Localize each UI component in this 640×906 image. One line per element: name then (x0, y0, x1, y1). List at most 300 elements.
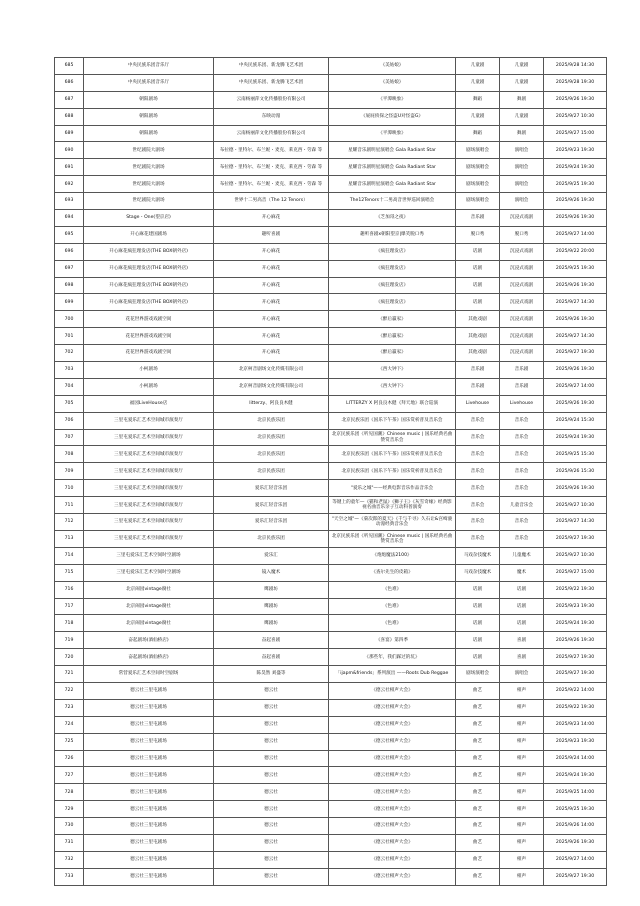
category-cell: 曲艺 (456, 834, 500, 851)
subcategory-cell: 沉浸式戏剧 (500, 260, 544, 277)
organizer-cell: 德云社 (214, 868, 329, 885)
venue-cell: 三里屯爱乐汇艺术空间城市演奏厅 (84, 530, 214, 547)
row-number: 731 (55, 834, 84, 851)
subcategory-cell: 沉浸式戏剧 (500, 210, 544, 227)
venue-cell: 世纪剧院大剧场 (84, 176, 214, 193)
organizer-cell: 云南杨丽萍文化传播股份有限公司 (214, 91, 329, 108)
table-row (55, 125, 607, 142)
show-title-cell: "天空之城"—《菊次郎的夏天》《千与千寻》久石让&宫崎骏动漫经典音乐会 (329, 514, 456, 531)
show-title-cell: 星耀音乐剧明星演唱会 Gala Radiant Star (329, 176, 456, 193)
show-title-cell: 《美姑娘》 (329, 58, 456, 75)
subcategory-cell: Livehouse (500, 395, 544, 412)
table-row (55, 142, 607, 159)
table-row (55, 649, 607, 666)
show-title-cell: 北京民族乐团《听见国潮》Chinese music | 国乐经典名曲赞赏音乐会 (329, 530, 456, 547)
table-row (55, 243, 607, 260)
venue-cell: 世纪剧院大剧场 (84, 193, 214, 210)
datetime-cell: 2025/9/27 14:30 (544, 294, 607, 311)
show-title-cell: 《查尔先生的皮箱》 (329, 564, 456, 581)
show-title-cell: 《美姑娘》 (329, 74, 456, 91)
organizer-cell: 鹰剧坊 (214, 598, 329, 615)
datetime-cell: 2025/9/27 19:30 (544, 345, 607, 362)
venue-cell: 德云社三里屯剧场 (84, 834, 214, 851)
show-title-cell: 《德云社相声大会》 (329, 834, 456, 851)
category-cell: 马戏杂技魔术 (456, 547, 500, 564)
subcategory-cell: 相声 (500, 868, 544, 885)
category-cell: 音乐会 (456, 530, 500, 547)
datetime-cell: 2025/9/27 14:00 (544, 226, 607, 243)
category-cell: Livehouse (456, 395, 500, 412)
subcategory-cell: 相声 (500, 784, 544, 801)
venue-cell: 常营爱乐汇艺术空间时空剧场 (84, 666, 214, 683)
venue-cell: 开心麻花疯狂理发店(THE BOX朝外店) (84, 294, 214, 311)
datetime-cell: 2025/9/26 14:00 (544, 818, 607, 835)
organizer-cell: 东映动漫 (214, 108, 329, 125)
category-cell: 曲艺 (456, 851, 500, 868)
category-cell: 音乐剧 (456, 210, 500, 227)
category-cell: 音乐会 (456, 446, 500, 463)
row-number: 716 (55, 581, 84, 598)
row-number: 709 (55, 463, 84, 480)
table-row (55, 277, 607, 294)
datetime-cell: 2025/9/27 14:00 (544, 851, 607, 868)
subcategory-cell: 沉浸式戏剧 (500, 277, 544, 294)
datetime-cell: 2025/9/22 19:30 (544, 699, 607, 716)
category-cell: 剧场演唱会 (456, 193, 500, 210)
subcategory-cell: 相声 (500, 716, 544, 733)
row-number: 725 (55, 733, 84, 750)
organizer-cell: 布拉德・里特尔、布兰妮・麦克、莱克西・劳森 等 (214, 159, 329, 176)
table-row (55, 801, 607, 818)
subcategory-cell: 沉浸式戏剧 (500, 345, 544, 362)
table-row (55, 345, 607, 362)
row-number: 698 (55, 277, 84, 294)
table-row (55, 463, 607, 480)
subcategory-cell: 儿童剧 (500, 108, 544, 125)
show-title-cell: 《德云社相声大会》 (329, 750, 456, 767)
venue-cell: 德云社三里屯剧场 (84, 801, 214, 818)
show-title-cell: 《德云社相声大会》 (329, 699, 456, 716)
venue-cell: 奋起剧场(酒仙桥店) (84, 632, 214, 649)
venue-cell: 北京闹园vintage腐社 (84, 615, 214, 632)
organizer-cell: 北京民族乐团 (214, 412, 329, 429)
datetime-cell: 2025/9/27 19:30 (544, 666, 607, 683)
organizer-cell: 中央民族乐团、新龙腾飞艺术团 (214, 74, 329, 91)
table-row (55, 91, 607, 108)
organizer-cell: 北京柯音剧场文化传媒有限公司 (214, 378, 329, 395)
row-number: 732 (55, 851, 84, 868)
show-title-cell: 星耀音乐剧明星演唱会 Gala Radiant Star (329, 142, 456, 159)
category-cell: 音乐会 (456, 463, 500, 480)
datetime-cell: 2025/9/25 15:30 (544, 446, 607, 463)
subcategory-cell: 演唱会 (500, 193, 544, 210)
venue-cell: 德云社三里屯剧场 (84, 699, 214, 716)
organizer-cell: 趣听喜剧 (214, 226, 329, 243)
subcategory-cell: 儿童剧 (500, 58, 544, 75)
subcategory-cell: 相声 (500, 851, 544, 868)
category-cell: 剧场演唱会 (456, 142, 500, 159)
organizer-cell: 德云社 (214, 716, 329, 733)
subcategory-cell: 相声 (500, 801, 544, 818)
subcategory-cell: 音乐会 (500, 446, 544, 463)
subcategory-cell: 音乐剧 (500, 362, 544, 379)
row-number: 693 (55, 193, 84, 210)
venue-cell: 德云社三里屯剧场 (84, 716, 214, 733)
organizer-cell: 开心麻花 (214, 277, 329, 294)
subcategory-cell: 音乐会 (500, 412, 544, 429)
subcategory-cell: 相声 (500, 699, 544, 716)
table-row (55, 108, 607, 125)
category-cell: 话剧 (456, 294, 500, 311)
venue-cell: 三里屯爱乐汇艺术空间城市演奏厅 (84, 429, 214, 446)
show-title-cell: 星耀音乐剧明星演唱会 Gala Radiant Star (329, 159, 456, 176)
venue-cell: 朝阳剧场 (84, 91, 214, 108)
table-row (55, 193, 607, 210)
category-cell: 脱口秀 (456, 226, 500, 243)
subcategory-cell: 相声 (500, 750, 544, 767)
venue-cell: 德云社三里屯剧场 (84, 818, 214, 835)
show-title-cell: 《炮炮魔法2100》 (329, 547, 456, 564)
category-cell: 其他戏剧 (456, 345, 500, 362)
organizer-cell: 爱乐汇轻音乐团 (214, 480, 329, 497)
row-number: 691 (55, 159, 84, 176)
organizer-cell: 德云社 (214, 851, 329, 868)
show-title-cell: 北京民族乐团《国乐下午茶》国乐赏析普及音乐会 (329, 412, 456, 429)
row-number: 723 (55, 699, 84, 716)
datetime-cell: 2025/9/26 19:30 (544, 632, 607, 649)
datetime-cell: 2025/9/27 15:00 (544, 564, 607, 581)
category-cell: 曲艺 (456, 868, 500, 885)
show-title-cell: 《疯狂理发店》 (329, 277, 456, 294)
datetime-cell: 2025/9/25 14:00 (544, 784, 607, 801)
venue-cell: 三里屯爱乐汇艺术空间城市演奏厅 (84, 480, 214, 497)
subcategory-cell: 舞剧 (500, 91, 544, 108)
table-row (55, 530, 607, 547)
table-row (55, 716, 607, 733)
show-title-cell: 《疯狂理发店》 (329, 260, 456, 277)
row-number: 708 (55, 446, 84, 463)
subcategory-cell: 话剧 (500, 581, 544, 598)
organizer-cell: 奋起喜剧 (214, 632, 329, 649)
organizer-cell: 陈昊然 刘盛等 (214, 666, 329, 683)
datetime-cell: 2025/9/26 19:30 (544, 277, 607, 294)
datetime-cell: 2025/9/27 19:30 (544, 649, 607, 666)
category-cell: 曲艺 (456, 767, 500, 784)
datetime-cell: 2025/9/26 19:30 (544, 834, 607, 851)
table-row (55, 733, 607, 750)
row-number: 721 (55, 666, 84, 683)
table-row (55, 362, 607, 379)
show-title-cell: 《色难》 (329, 615, 456, 632)
row-number: 719 (55, 632, 84, 649)
show-title-cell: "爱乐之城"——经典电影音乐作品音乐会 (329, 480, 456, 497)
category-cell: 音乐剧 (456, 362, 500, 379)
organizer-cell: 镜入魔术 (214, 564, 329, 581)
row-number: 687 (55, 91, 84, 108)
category-cell: 音乐会 (456, 514, 500, 531)
organizer-cell: 布拉德・里特尔、布兰妮・麦克、莱克西・劳森 等 (214, 176, 329, 193)
subcategory-cell: 脱口秀 (500, 226, 544, 243)
show-title-cell: 《喜宴》第四季 (329, 632, 456, 649)
organizer-cell: 德云社 (214, 750, 329, 767)
show-title-cell: 《德云社相声大会》 (329, 733, 456, 750)
venue-cell: 三里屯爱乐汇艺术空间城市演奏厅 (84, 463, 214, 480)
table-row (55, 598, 607, 615)
organizer-cell: 北京柯音剧场文化传媒有限公司 (214, 362, 329, 379)
subcategory-cell: 舞剧 (500, 125, 544, 142)
subcategory-cell: 沉浸式戏剧 (500, 328, 544, 345)
show-title-cell: 《疯狂理发店》 (329, 294, 456, 311)
show-title-cell: 《疯狂理发店》 (329, 243, 456, 260)
category-cell: 剧场演唱会 (456, 176, 500, 193)
organizer-cell: 北京民族乐团 (214, 463, 329, 480)
subcategory-cell: 沉浸式戏剧 (500, 243, 544, 260)
row-number: 715 (55, 564, 84, 581)
category-cell: 话剧 (456, 581, 500, 598)
show-title-cell: 《德云社相声大会》 (329, 682, 456, 699)
organizer-cell: 德云社 (214, 682, 329, 699)
table-row (55, 497, 607, 514)
show-title-cell: 《色难》 (329, 581, 456, 598)
venue-cell: 世纪剧院大剧场 (84, 159, 214, 176)
category-cell: 话剧 (456, 277, 500, 294)
table-row (55, 311, 607, 328)
table-row (55, 581, 607, 598)
datetime-cell: 2025/9/26 19:30 (544, 91, 607, 108)
table-row (55, 260, 607, 277)
datetime-cell: 2025/9/25 19:30 (544, 260, 607, 277)
row-number: 702 (55, 345, 84, 362)
datetime-cell: 2025/9/27 14:30 (544, 328, 607, 345)
subcategory-cell: 相声 (500, 818, 544, 835)
datetime-cell: 2025/9/27 19:30 (544, 868, 607, 885)
subcategory-cell: 音乐会 (500, 480, 544, 497)
category-cell: 话剧 (456, 260, 500, 277)
subcategory-cell: 演唱会 (500, 159, 544, 176)
venue-cell: 小柯剧场 (84, 378, 214, 395)
row-number: 714 (55, 547, 84, 564)
datetime-cell: 2025/9/26 19:30 (544, 480, 607, 497)
venue-cell: 德云社三里屯剧场 (84, 733, 214, 750)
subcategory-cell: 相声 (500, 682, 544, 699)
table-row (55, 294, 607, 311)
venue-cell: 奋起剧场(酒仙桥店) (84, 649, 214, 666)
row-number: 694 (55, 210, 84, 227)
venue-cell: 德云社三里屯剧场 (84, 851, 214, 868)
venue-cell: 开心麻花疯狂理发店(THE BOX朝外店) (84, 260, 214, 277)
performance-schedule-table (54, 57, 607, 886)
row-number: 699 (55, 294, 84, 311)
organizer-cell: 开心麻花 (214, 294, 329, 311)
show-title-cell: 等键上的童年—《猫和老鼠》《狮子王》《灰雪奇缘》经典影视名曲音乐亲子互动科普演奏 (329, 497, 456, 514)
organizer-cell: 开心麻花 (214, 311, 329, 328)
venue-cell: 中央民族乐团音乐厅 (84, 74, 214, 91)
category-cell: 曲艺 (456, 801, 500, 818)
datetime-cell: 2025/9/25 19:30 (544, 801, 607, 818)
subcategory-cell: 喜剧 (500, 632, 544, 649)
datetime-cell: 2025/9/26 15:30 (544, 463, 607, 480)
organizer-cell: 开心麻花 (214, 328, 329, 345)
category-cell: 曲艺 (456, 733, 500, 750)
row-number: 726 (55, 750, 84, 767)
category-cell: 音乐剧 (456, 378, 500, 395)
datetime-cell: 2025/9/28 19:30 (544, 74, 607, 91)
venue-cell: 德云社三里屯剧场 (84, 682, 214, 699)
datetime-cell: 2025/9/23 19:30 (544, 598, 607, 615)
show-title-cell: 《色难》 (329, 598, 456, 615)
category-cell: 其他戏剧 (456, 311, 500, 328)
table-row (55, 632, 607, 649)
row-number: 695 (55, 226, 84, 243)
category-cell: 曲艺 (456, 818, 500, 835)
venue-cell: 三里屯爱乐汇艺术空间城市演奏厅 (84, 497, 214, 514)
datetime-cell: 2025/9/23 19:30 (544, 733, 607, 750)
row-number: 705 (55, 395, 84, 412)
row-number: 733 (55, 868, 84, 885)
organizer-cell: 德云社 (214, 834, 329, 851)
organizer-cell: 奋起喜剧 (214, 649, 329, 666)
row-number: 685 (55, 58, 84, 75)
organizer-cell: 鹰剧坊 (214, 615, 329, 632)
row-number: 690 (55, 142, 84, 159)
subcategory-cell: 沉浸式戏剧 (500, 294, 544, 311)
table-row (55, 412, 607, 429)
row-number: 704 (55, 378, 84, 395)
organizer-cell: 爱乐汇 (214, 547, 329, 564)
table-row (55, 750, 607, 767)
datetime-cell: 2025/9/24 15:30 (544, 412, 607, 429)
venue-cell: 德云社三里屯剧场 (84, 784, 214, 801)
datetime-cell: 2025/9/22 14:00 (544, 682, 607, 699)
venue-cell: 花花世界游戏戏剧空间 (84, 345, 214, 362)
show-title-cell: 《德云社相声大会》 (329, 716, 456, 733)
subcategory-cell: 演唱会 (500, 666, 544, 683)
show-title-cell: 《醉后赢家》 (329, 311, 456, 328)
category-cell: 音乐会 (456, 480, 500, 497)
row-number: 730 (55, 818, 84, 835)
datetime-cell: 2025/9/27 10:30 (544, 547, 607, 564)
show-title-cell: 《平潭映象》 (329, 125, 456, 142)
datetime-cell: 2025/9/26 19:30 (544, 311, 607, 328)
datetime-cell: 2025/9/28 14:30 (544, 58, 607, 75)
row-number: 703 (55, 362, 84, 379)
subcategory-cell: 魔术 (500, 564, 544, 581)
category-cell: 话剧 (456, 632, 500, 649)
subcategory-cell: 音乐会 (500, 463, 544, 480)
row-number: 692 (55, 176, 84, 193)
table-row (55, 834, 607, 851)
row-number: 701 (55, 328, 84, 345)
subcategory-cell: 相声 (500, 834, 544, 851)
table-row (55, 564, 607, 581)
datetime-cell: 2025/9/27 19:30 (544, 530, 607, 547)
venue-cell: 三里屯爱乐汇艺术空间城市演奏厅 (84, 514, 214, 531)
venue-cell: 福园LiveHouse店 (84, 395, 214, 412)
organizer-cell: 北京民族乐团 (214, 429, 329, 446)
category-cell: 音乐会 (456, 497, 500, 514)
venue-cell: 三里屯爱乐汇艺术空间城市演奏厅 (84, 412, 214, 429)
subcategory-cell: 沉浸式戏剧 (500, 311, 544, 328)
table-row (55, 699, 607, 716)
subcategory-cell: 演唱会 (500, 142, 544, 159)
venue-cell: 北京闹园vintage腐社 (84, 581, 214, 598)
table-body (55, 58, 607, 886)
datetime-cell: 2025/9/24 19:30 (544, 615, 607, 632)
show-title-cell: 《醉后赢家》 (329, 345, 456, 362)
datetime-cell: 2025/9/23 19:30 (544, 142, 607, 159)
category-cell: 话剧 (456, 615, 500, 632)
show-title-cell: 《平潭映象》 (329, 91, 456, 108)
row-number: 706 (55, 412, 84, 429)
organizer-cell: 德云社 (214, 818, 329, 835)
row-number: 688 (55, 108, 84, 125)
row-number: 717 (55, 598, 84, 615)
table-row (55, 328, 607, 345)
organizer-cell: 德云社 (214, 767, 329, 784)
venue-cell: Stage・One(望京店) (84, 210, 214, 227)
subcategory-cell: 儿童音乐会 (500, 497, 544, 514)
organizer-cell: 布拉德・里特尔、布兰妮・麦克、莱克西・劳森 等 (214, 142, 329, 159)
venue-cell: 德云社三里屯剧场 (84, 750, 214, 767)
table-row (55, 547, 607, 564)
organizer-cell: 开心麻花 (214, 345, 329, 362)
row-number: 718 (55, 615, 84, 632)
show-title-cell: 《西大钟下》 (329, 378, 456, 395)
category-cell: 音乐会 (456, 429, 500, 446)
show-title-cell: 《醉后赢家》 (329, 328, 456, 345)
organizer-cell: 德云社 (214, 733, 329, 750)
venue-cell: 开心麻花疯狂理发店(THE BOX朝外店) (84, 277, 214, 294)
row-number: 697 (55, 260, 84, 277)
row-number: 696 (55, 243, 84, 260)
row-number: 724 (55, 716, 84, 733)
category-cell: 曲艺 (456, 716, 500, 733)
organizer-cell: 开心麻花 (214, 210, 329, 227)
show-title-cell: 《德云社相声大会》 (329, 818, 456, 835)
venue-cell: 北京闹园vintage腐社 (84, 598, 214, 615)
subcategory-cell: 儿童魔术 (500, 547, 544, 564)
organizer-cell: 爱乐汇轻音乐团 (214, 497, 329, 514)
subcategory-cell: 话剧 (500, 598, 544, 615)
organizer-cell: 云南杨丽萍文化传播股份有限公司 (214, 125, 329, 142)
show-title-cell: 《德云社相声大会》 (329, 784, 456, 801)
category-cell: 话剧 (456, 649, 500, 666)
organizer-cell: 德云社 (214, 801, 329, 818)
organizer-cell: 世界十二男高音（The 12 Tenors） (214, 193, 329, 210)
category-cell: 曲艺 (456, 750, 500, 767)
subcategory-cell: 音乐会 (500, 429, 544, 446)
subcategory-cell: 音乐剧 (500, 378, 544, 395)
datetime-cell: 2025/9/26 19:30 (544, 193, 607, 210)
venue-cell: 中央民族乐团音乐厅 (84, 58, 214, 75)
organizer-cell: 爱乐汇轻音乐团 (214, 514, 329, 531)
show-title-cell: LITTERZY X 阿良良木健《拜天地》联合巡演 (329, 395, 456, 412)
subcategory-cell: 相声 (500, 767, 544, 784)
datetime-cell: 2025/9/27 10:30 (544, 497, 607, 514)
organizer-cell: litterzy、阿良良木健 (214, 395, 329, 412)
venue-cell: 三里屯爱乐汇艺术空间城市演奏厅 (84, 446, 214, 463)
schedule-document (54, 57, 595, 886)
row-number: 720 (55, 649, 84, 666)
category-cell: 音乐会 (456, 412, 500, 429)
row-number: 711 (55, 497, 84, 514)
organizer-cell: 中央民族乐团、新龙腾飞艺术团 (214, 58, 329, 75)
table-row (55, 58, 607, 75)
venue-cell: 开心麻花建国剧场 (84, 226, 214, 243)
organizer-cell: 鹰剧坊 (214, 581, 329, 598)
datetime-cell: 2025/9/22 19:30 (544, 581, 607, 598)
row-number: 729 (55, 801, 84, 818)
